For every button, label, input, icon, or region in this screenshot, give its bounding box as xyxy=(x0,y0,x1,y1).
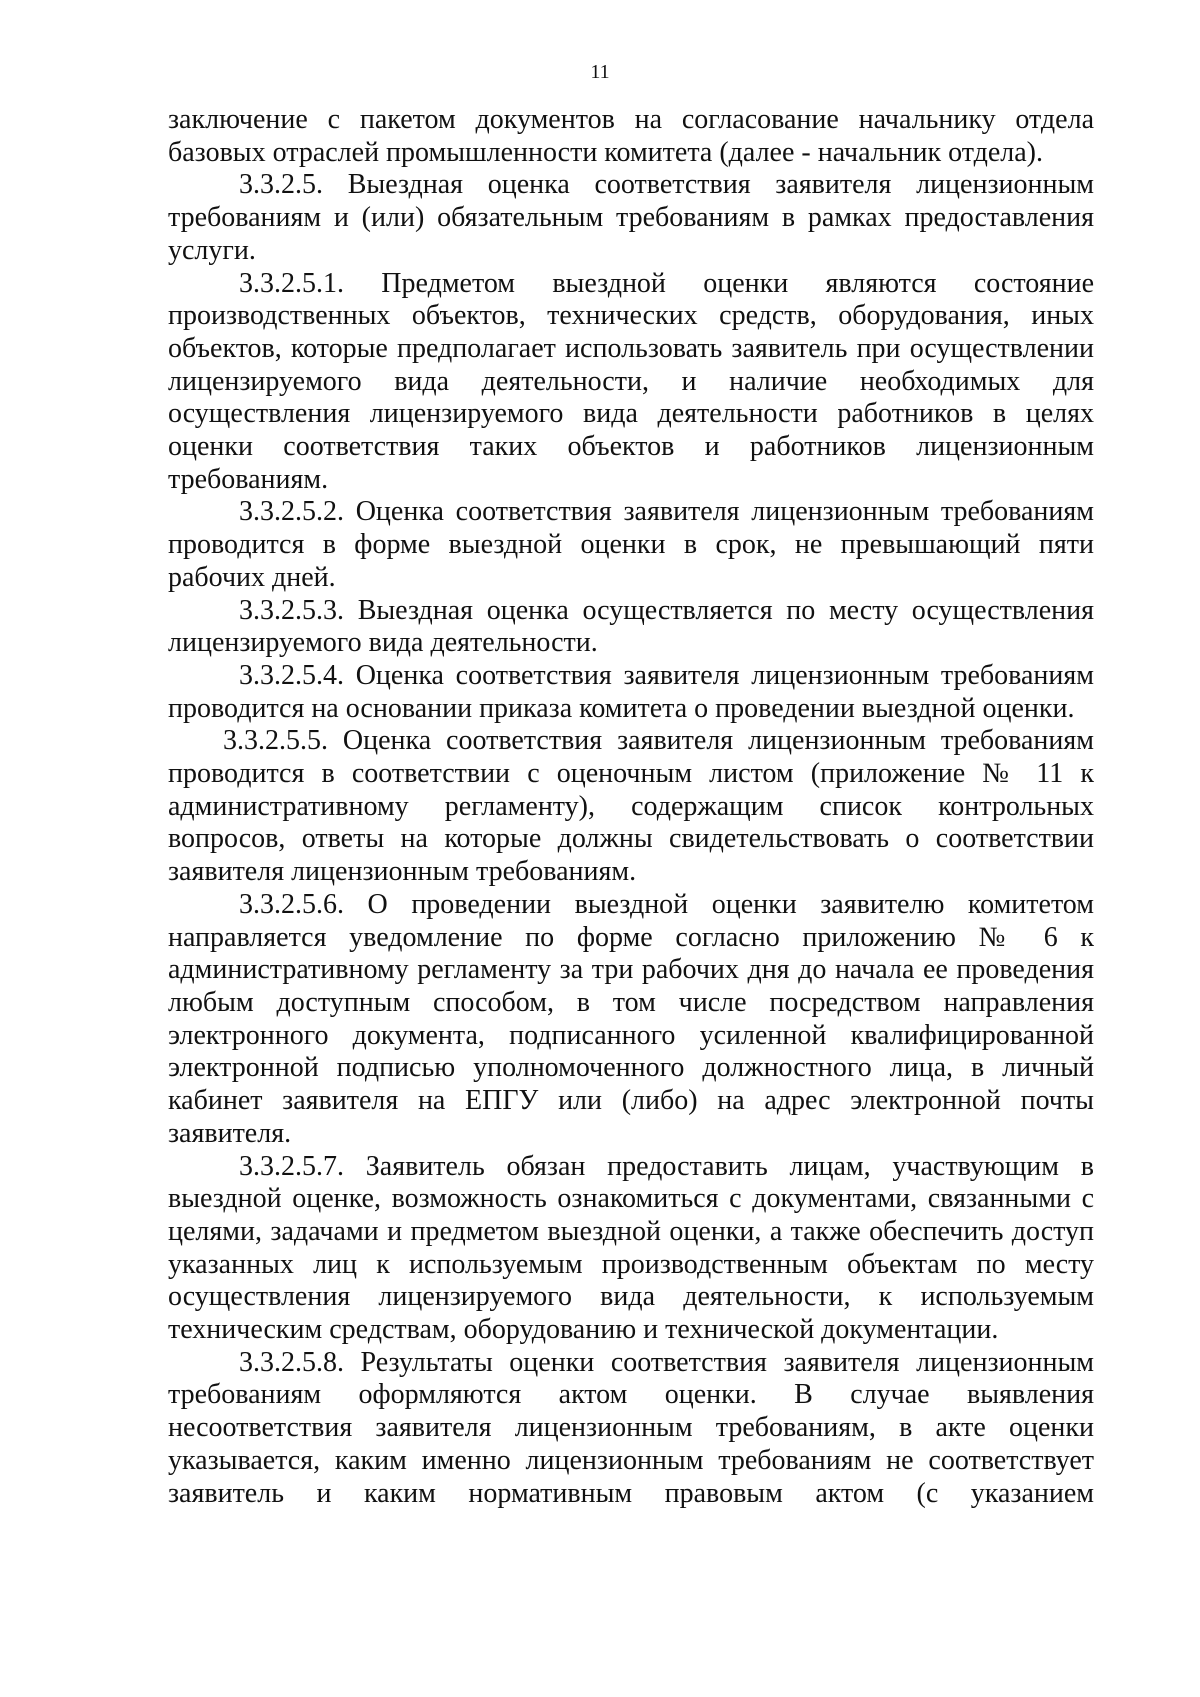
paragraph-3-3-2-5-2: 3.3.2.5.2. Оценка соответствия заявителя лицензионным требованиям проводится в форме выездной оценки в срок, не превышающий пяти рабочих дней. xyxy=(168,496,1094,593)
paragraph-continuation: заключение с пакетом документов на согласование начальнику отдела базовых отраслей промышленности комитета (далее - начальник отдела). xyxy=(168,104,1094,168)
paragraph-3-3-2-5-4: 3.3.2.5.4. Оценка соответствия заявителя лицензионным требованиям проводится на основании приказа комитета о проведении выездной оценки. xyxy=(168,659,1094,724)
page-number: 11 xyxy=(590,61,610,83)
paragraph-3-3-2-5-1: 3.3.2.5.1. Предметом выездной оценки являются состояние производственных объектов, технических средств, оборудования, иных объектов, которые предполагает использовать заявитель при осуществлении лицензируемого вида деятельности, и наличие необходимых для осуществления лицензируемого вида деятельности работников в целях оценки соответствия таких объектов и работников лицензионным требованиям. xyxy=(168,267,1094,495)
paragraph-3-3-2-5-6: 3.3.2.5.6. О проведении выездной оценки заявителю комитетом направляется уведомление по форме согласно приложению № 6 к административному регламенту за три рабочих дня до начала ее проведения любым доступным способом, в том числе посредством направления электронного документа, подписанного усиленной квалифицированной электронной подписью уполномоченного должностного лица, в личный кабинет заявителя на ЕПГУ или (либо) на адрес электронной почты заявителя. xyxy=(168,888,1094,1149)
paragraph-3-3-2-5-5: 3.3.2.5.5. Оценка соответствия заявителя лицензионным требованиям проводится в соответствии с оценочным листом (приложение № 11 к административному регламенту), содержащим список контрольных вопросов, ответы на которые должны свидетельствовать о соответствии заявителя лицензионным требованиям. xyxy=(168,725,1094,888)
paragraph-3-3-2-5: 3.3.2.5. Выездная оценка соответствия заявителя лицензионным требованиям и (или) обязательным требованиям в рамках предоставления услуги. xyxy=(168,169,1094,266)
paragraph-3-3-2-5-8: 3.3.2.5.8. Результаты оценки соответствия заявителя лицензионным требованиям оформляются актом оценки. В случае выявления несоответствия заявителя лицензионным требованиям, в акте оценки указывается, каким именно лицензионным требованиям не соответствует заявитель и каким нормативным правовым актом (с указанием xyxy=(168,1346,1094,1509)
paragraph-3-3-2-5-3: 3.3.2.5.3. Выездная оценка осуществляется по месту осуществления лицензируемого вида деятельности. xyxy=(168,594,1094,659)
document-body xyxy=(168,104,1094,1510)
paragraph-3-3-2-5-7: 3.3.2.5.7. Заявитель обязан предоставить лицам, участвующим в выездной оценке, возможность ознакомиться с документами, связанными с целями, задачами и предметом выездной оценки, а также обеспечить доступ указанных лиц к используемым производственным объектам по месту осуществления лицензируемого вида деятельности, к используемым техническим средствам, оборудованию и технической документации. xyxy=(168,1150,1094,1346)
